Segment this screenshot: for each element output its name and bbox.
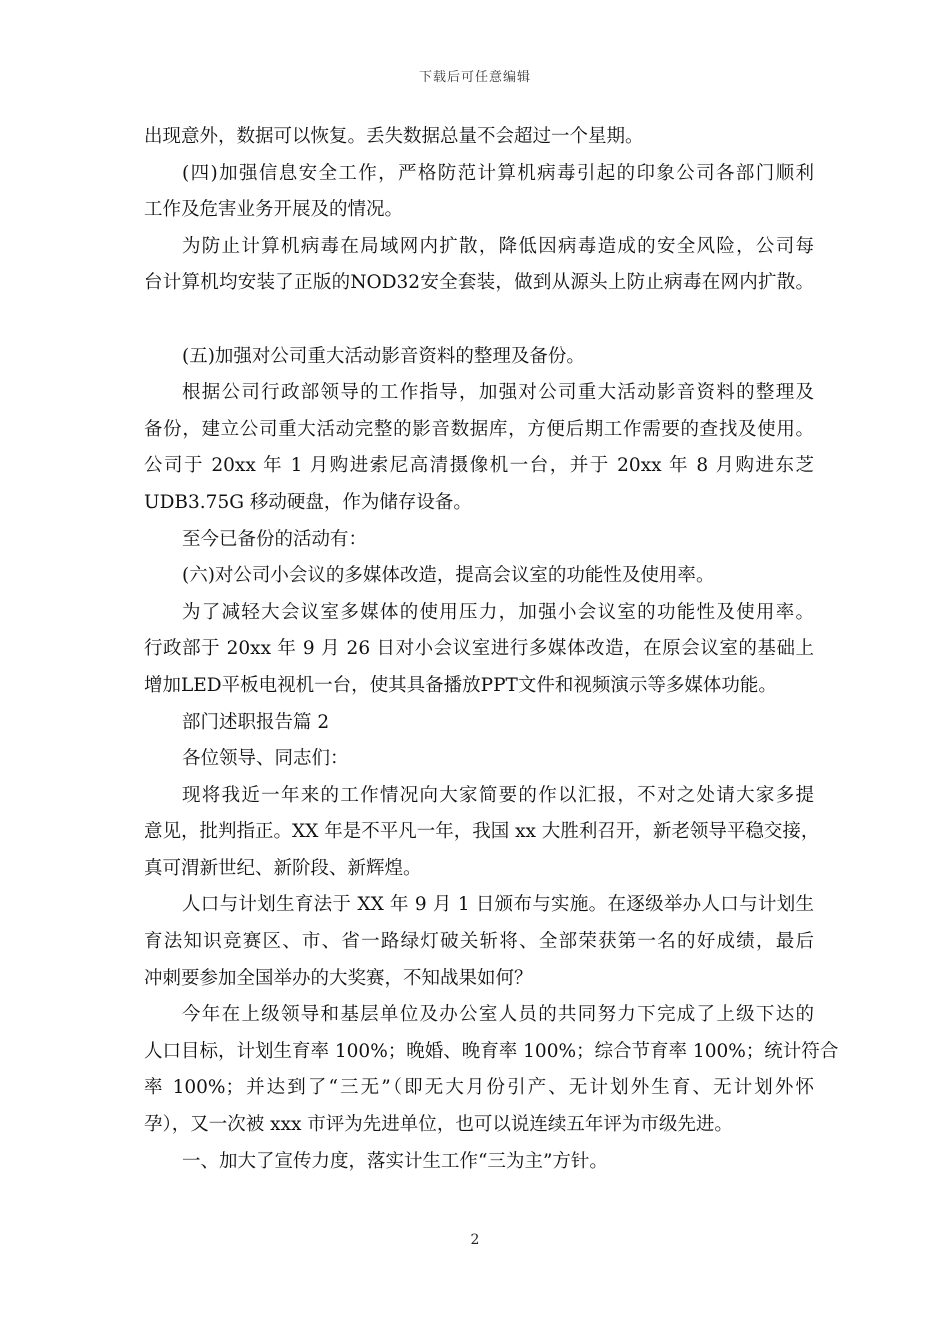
paragraph-line: 人口与计划生育法于 XX 年 9 月 1 日颁布与实施。在逐级举办人口与计划生	[182, 894, 814, 916]
paragraph-line: 现将我近一年来的工作情况向大家简要的作以汇报，不对之处请大家多提	[182, 784, 814, 806]
paragraph-line: 台计算机均安装了正版的NOD32安全套装，做到从源头上防止病毒在网内扩散。	[144, 272, 814, 294]
page-header: 下载后可任意编辑	[418, 70, 531, 85]
paragraph-line: 增加LED平板电视机一台，使其具备播放PPT文件和视频演示等多媒体功能。	[144, 674, 777, 696]
paragraph-line: 为防止计算机病毒在局域网内扩散，降低因病毒造成的安全风险，公司每	[182, 235, 814, 257]
paragraph-line: 根据公司行政部领导的工作指导，加强对公司重大活动影音资料的整理及	[182, 382, 814, 404]
paragraph-line: 真可渭新世纪、新阶段、新辉煌。	[144, 857, 422, 879]
paragraph-line: 今年在上级领导和基层单位及办公室人员的共同努力下完成了上级下达的	[182, 1004, 814, 1026]
section-heading: 一、加大了宣传力度，落实计生工作“三为主”方针。	[182, 1150, 608, 1172]
report-title: 部门述职报告篇 2	[182, 711, 330, 733]
paragraph-line: UDB3.75G 移动硬盘，作为储存设备。	[144, 491, 472, 513]
section-heading: (六)对公司小会议的多媒体改造，提高会议室的功能性及使用率。	[182, 565, 715, 587]
paragraph-line: 备份，建立公司重大活动完整的影音数据库，方便后期工作需要的查找及使用。	[144, 418, 814, 440]
blank-line	[144, 302, 814, 339]
paragraph-line: (四)加强信息安全工作，严格防范计算机病毒引起的印象公司各部门顺利	[182, 162, 814, 184]
paragraph-line: 工作及危害业务开展及的情况。	[144, 199, 404, 221]
paragraph-line: 人口目标，计划生育率 100%；晚婚、晚育率 100%；综合节育率 100%；统计符合	[144, 1040, 839, 1062]
paragraph-line: 公司于 20xx 年 1 月购进索尼高清摄像机一台，并于 20xx 年 8 月购进东芝	[144, 455, 814, 477]
paragraph-line: 育法知识竞赛区、市、省一路绿灯破关斩将、全部荣获第一名的好成绩，最后	[144, 931, 814, 953]
paragraph-line: 冲刺要参加全国举办的大奖赛，不知战果如何？	[144, 967, 533, 989]
section-heading: (五)加强对公司重大活动影音资料的整理及备份。	[182, 345, 585, 367]
page-number: 2	[470, 1232, 480, 1248]
paragraph-line: 至今已备份的活动有：	[182, 528, 368, 550]
paragraph-line: 率 100%；并达到了“三无”（即无大月份引产、无计划外生育、无计划外怀	[144, 1077, 814, 1099]
document-body	[144, 119, 839, 1180]
salutation: 各位领导、同志们：	[182, 748, 349, 770]
paragraph-line: 行政部于 20xx 年 9 月 26 日对小会议室进行多媒体改造，在原会议室的基础上	[144, 638, 814, 660]
paragraph-line: 为了减轻大会议室多媒体的使用压力，加强小会议室的功能性及使用率。	[182, 601, 814, 623]
paragraph-line: 孕），又一次被 xxx 市评为先进单位，也可以说连续五年评为市级先进。	[144, 1114, 733, 1136]
paragraph-line: 意见，批判指正。XX 年是不平凡一年，我国 xx 大胜利召开，新老领导平稳交接，	[144, 821, 820, 843]
paragraph-line: 出现意外，数据可以恢复。丢失数据总量不会超过一个星期。	[144, 126, 644, 147]
